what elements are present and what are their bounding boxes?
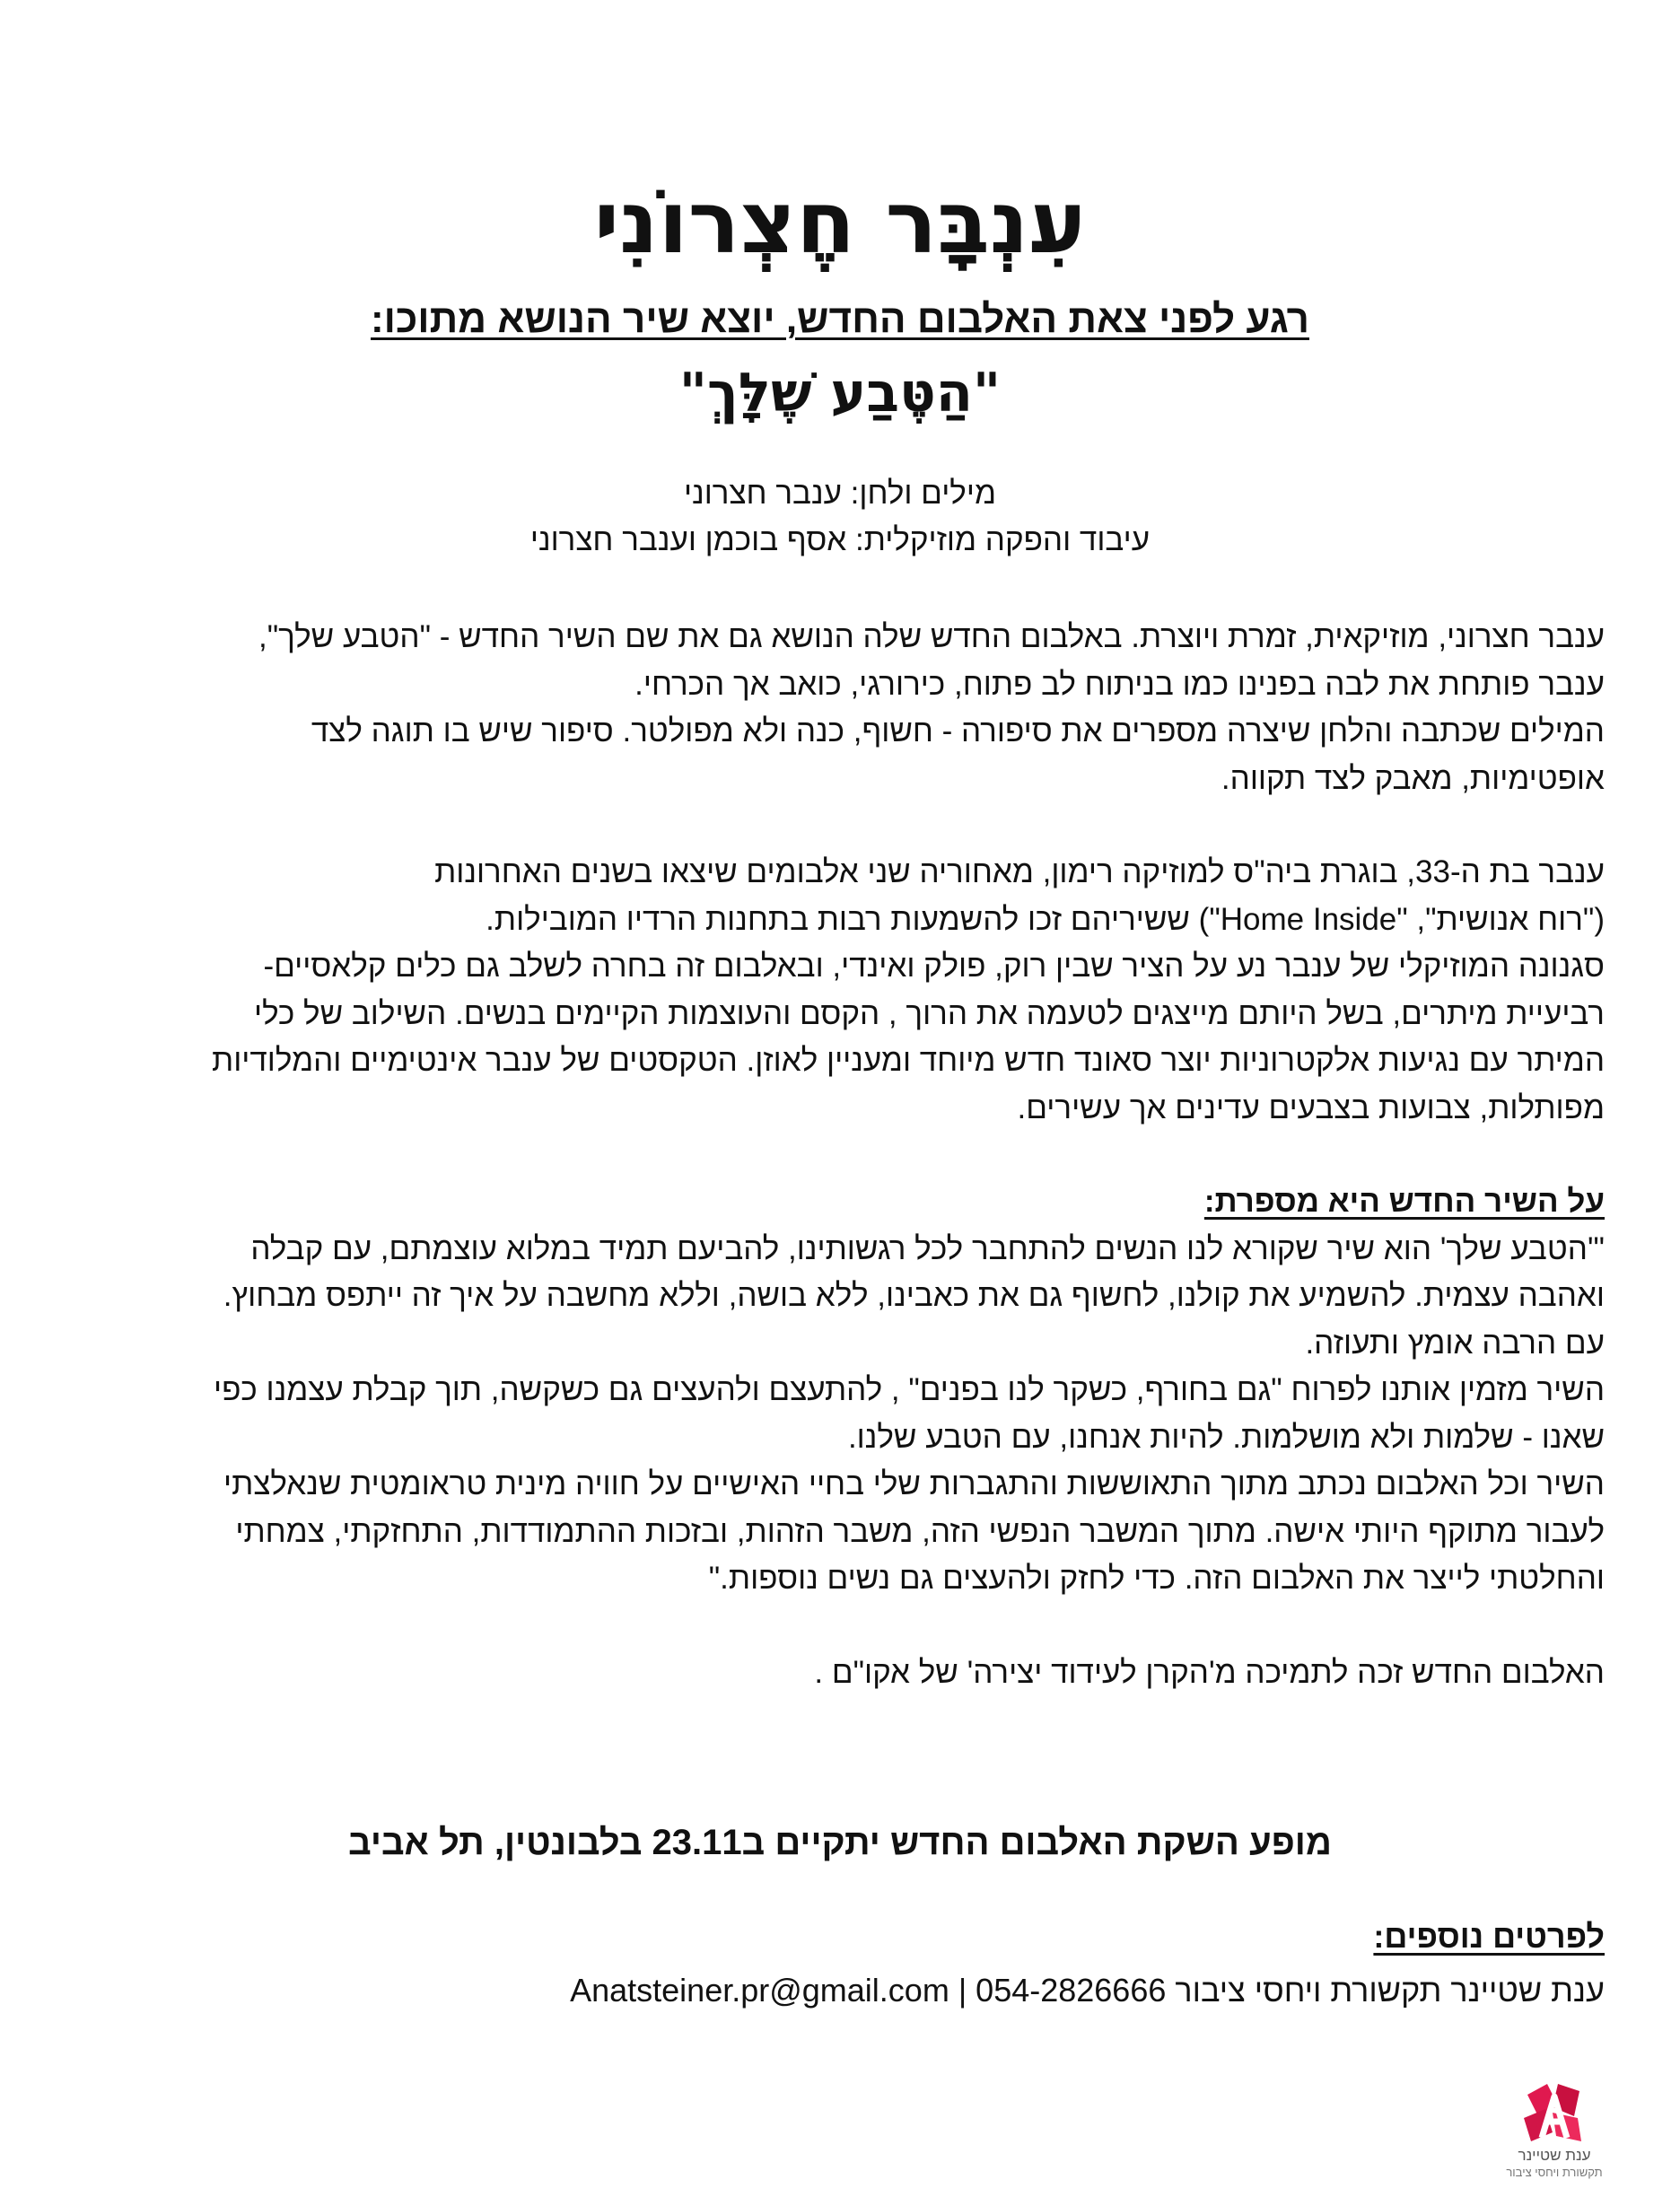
body-line: רביעיית מיתרים, בשל היותם מייצגים לטעמה את הרוך , הקסם והעוצמות הקיימים בנשים. השילוב של כלי [254,995,1605,1031]
logo-name: ענת שטיינר [1518,2147,1591,2164]
paragraph-spacer [61,1603,1605,1650]
quote-line: "'הטבע שלך' הוא שיר שקורא לנו הנשים להתחבר לכל רגשותינו, להביעם תמיד במלוא עוצמתם, עם קבלה [250,1230,1605,1266]
body-line: ("רוח אנושית", "Home Inside") ששיריהם זכו להשמעות רבות בתחנות הרדיו המובילות. [486,901,1605,937]
logo-tagline: תקשורת ויחסי ציבור [1506,2166,1603,2179]
quote-line: השיר וכל האלבום נכתב מתוך התאוששות והתגברות שלי בחיי האישיים על חוויה מינית טראומטית שנאלצתי [223,1466,1605,1501]
release-subtitle: רגע לפני צאת האלבום החדש, יוצא שיר הנושא מתוכו: [371,297,1309,341]
song-credits [0,470,1680,564]
song-title: "הַטֶּבַע שֶׁלָּךְ" [678,362,1002,425]
quote-line: לעבור מתוקף היותי אישה. מתוך המשבר הנפשי הזה, משבר הזהות, ובזכות ההתמודדות, התחזקתי, צמחתי [235,1513,1605,1549]
body-line: ענבר פותחת את לבה בפנינו כמו בניתוח לב פתוח, כירורגי, כואב אך הכרחי. [634,666,1605,702]
song-story-heading: על השיר החדש היא מספרת: [1203,1184,1605,1219]
quote-line: והחלטתי לייצר את האלבום הזה. כדי לחזק ולהעצים גם נשים נוספות." [708,1561,1605,1596]
quote-line: ואהבה עצמית. להשמיע את קולנו, לחשוף גם את כאבינו, ללא בושה, וללא מחשבה על איך זה ייתפס מבחוץ. [223,1278,1605,1313]
quote-line: שאנו - שלמות ולא מושלמות. להיות אנחנו, עם הטבע שלנו. [847,1419,1605,1455]
quote-line: השיר מזמין אותנו לפרוח "גם בחורף, כשקר לנו בפנים" , להתעצם ולהעצים גם כשקשה, תוך קבלת עצמנו כפי [213,1372,1605,1407]
pr-agency-logo [1504,2080,1605,2186]
paragraph-spacer [61,1132,1605,1178]
letter-a-logo-icon [1504,2080,1605,2147]
quote-line: עם הרבה אומץ ותעוזה. [1305,1325,1605,1361]
more-details-heading: לפרטים נוספים: [1373,1918,1605,1955]
support-note: האלבום החדש זכה לתמיכה מ'הקרן לעידוד יצירה' של אקו"ם . [814,1654,1605,1690]
body-line: המיתר עם נגיעות אלקטרוניות יוצר סאונד חדש מיוחד ומעניין לאוזן. הטקסטים של ענבר אינטימיים והמלודיות [212,1043,1605,1078]
body-line: ענבר חצרוני, מוזיקאית, זמרת ויוצרת. באלבום החדש שלה הנושא גם את שם השיר החדש - "הטבע שלך", [258,619,1605,654]
launch-event-announcement: מופע השקת האלבום החדש יתקיים ב23.11 בלבונטין, תל אביב [348,1823,1332,1862]
body-line: ענבר בת ה-33, בוגרת ביה"ס למוזיקה רימון, מאחוריה שני אלבומים שיצאו בשנים האחרונות [434,854,1605,889]
artist-name-title: עִנְבָּר חֶצְרוֹנִי [593,172,1087,273]
contact-line[interactable]: ענת שטיינר תקשורת ויחסי ציבור 054-2826666 | Anatsteiner.pr@gmail.com [570,1972,1605,2009]
body-line: סגנונה המוזיקלי של ענבר נע על הציר שבין רוק, פולק ואינדי, ובאלבום זה בחרה לשלב גם כלים קלאסיים- [263,949,1605,984]
credits-arrangement: עיבוד והפקה מוזיקלית: אסף בוכמן וענבר חצרוני [529,522,1151,557]
credits-lyrics-music: מילים ולחן: ענבר חצרוני [683,476,996,511]
body-line: אופטימיות, מאבק לצד תקווה. [1221,760,1605,796]
paragraph-spacer [61,802,1605,849]
press-body [61,614,1605,1696]
body-line: המילים שכתבה והלחן שיצרה מספרים את סיפורה - חשוף, כנה ולא מפולטר. סיפור שיש בו תוגה לצד [311,713,1605,748]
body-line: מפותלות, צבועות בצבעים עדינים אך עשירים. [1017,1090,1605,1125]
